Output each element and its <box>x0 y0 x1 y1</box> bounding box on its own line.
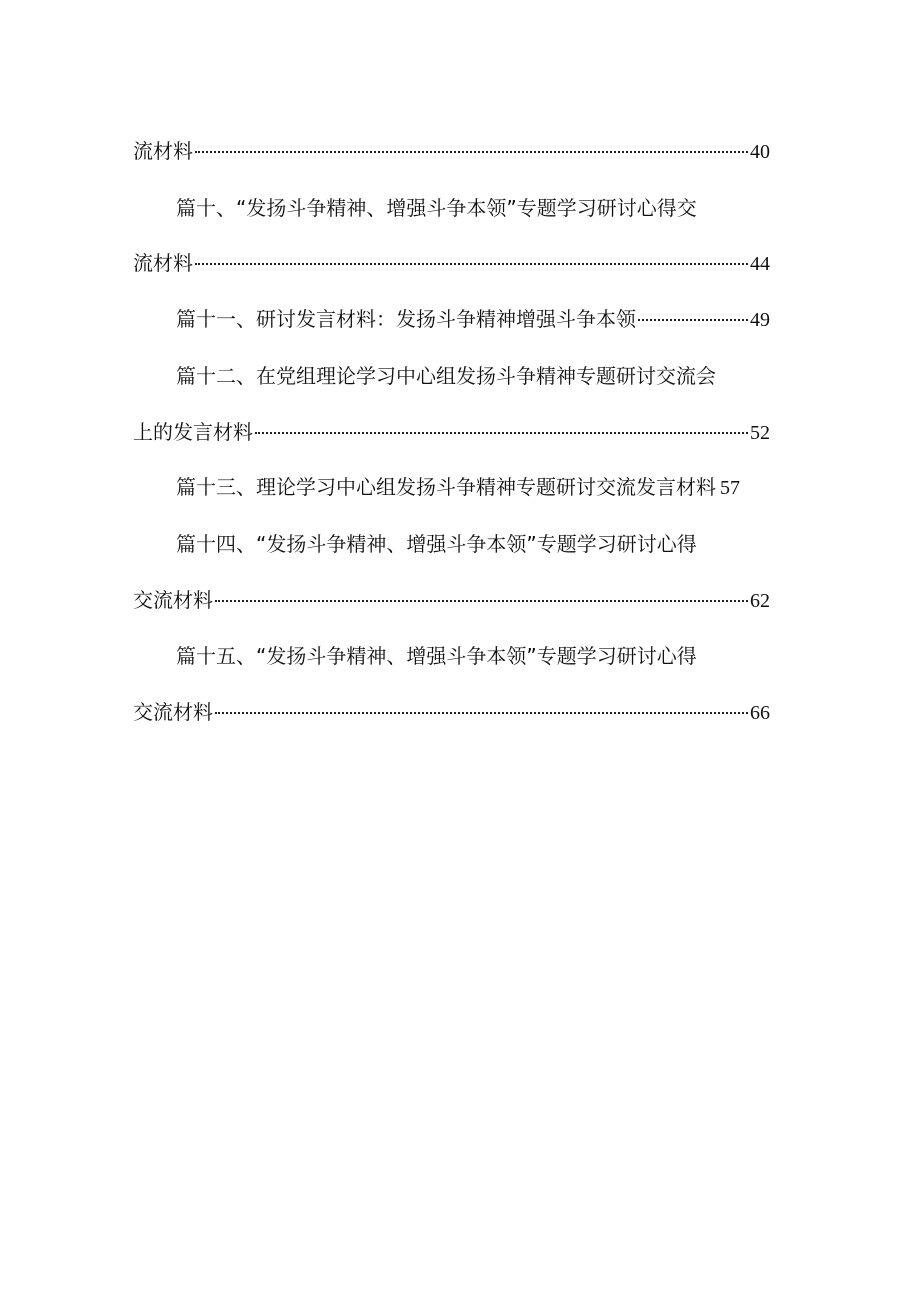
toc-leader-dots <box>195 263 748 265</box>
toc-page-number: 62 <box>750 590 770 612</box>
toc-entry <box>176 472 770 502</box>
toc-entry-text: 流材料 <box>133 251 193 275</box>
toc-leader-dots <box>638 319 748 321</box>
toc-entry-text: 上的发言材料 <box>133 420 253 444</box>
toc-entry-continuation <box>133 248 770 278</box>
toc-page-number: 52 <box>750 422 770 444</box>
toc-page-number: 57 <box>720 477 740 499</box>
toc-page-number: 49 <box>750 309 770 331</box>
toc-entry-text: 交流材料 <box>133 700 213 724</box>
toc-entry-continuation <box>133 697 770 727</box>
toc-leader-dots <box>215 712 748 714</box>
toc-entry-text: 篇十一、研讨发言材料：发扬斗争精神增强斗争本领 <box>176 307 636 331</box>
toc-page-number: 40 <box>750 141 770 163</box>
toc-entry-text: 篇十二、在党组理论学习中心组发扬斗争精神专题研讨交流会 <box>176 364 716 388</box>
toc-entry-text: 流材料 <box>133 139 193 163</box>
toc-page-number: 66 <box>750 702 770 724</box>
toc-entry-text: 篇十四、“发扬斗争精神、增强斗争本领”专题学习研讨心得 <box>176 532 697 556</box>
toc-leader-dots <box>215 600 748 602</box>
toc-entry <box>176 529 770 559</box>
toc-entry-text: 交流材料 <box>133 588 213 612</box>
toc-entry <box>176 193 770 223</box>
toc-entry-continuation <box>133 136 770 166</box>
toc-entry <box>176 641 770 671</box>
toc-page-number: 44 <box>750 253 770 275</box>
toc-entry-continuation <box>133 417 770 447</box>
toc-entry-text: 篇十、“发扬斗争精神、增强斗争本领”专题学习研讨心得交 <box>176 196 697 220</box>
toc-entry-text: 篇十三、理论学习中心组发扬斗争精神专题研讨交流发言材料 <box>176 475 716 499</box>
toc-leader-dots <box>255 432 748 434</box>
toc-entry-continuation <box>133 585 770 615</box>
toc-entry-text: 篇十五、“发扬斗争精神、增强斗争本领”专题学习研讨心得 <box>176 644 697 668</box>
toc-entry <box>176 304 770 334</box>
toc-entry <box>176 361 770 391</box>
toc-leader-dots <box>195 151 748 153</box>
